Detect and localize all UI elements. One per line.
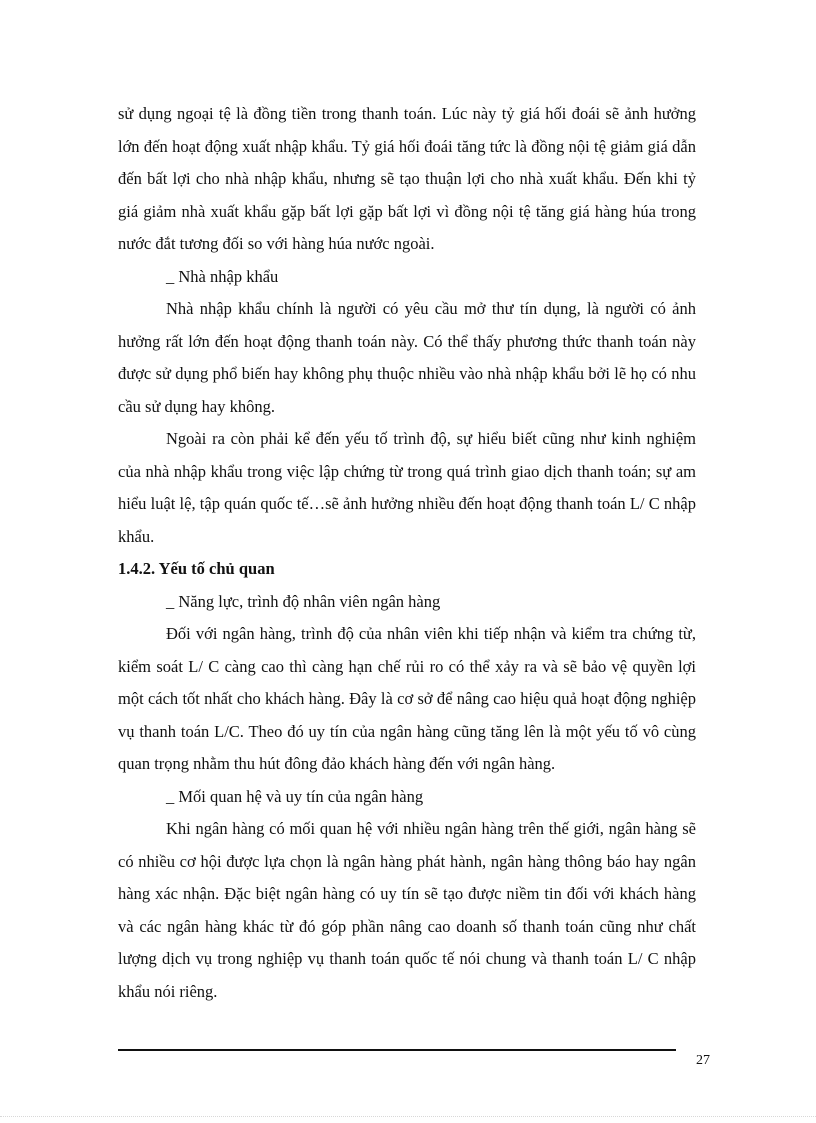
section-heading: 1.4.2. Yếu tố chủ quan <box>118 559 275 578</box>
footer-divider <box>118 1049 676 1051</box>
page-bottom-edge <box>0 1116 816 1117</box>
paragraph-importer-role: Nhà nhập khẩu chính là người có yêu cầu mở thư tín dụng, là người có ảnh hưởng rất lớn đến hoạt động thanh toán này. Có thể thấy phương thức thanh toán này được sử dụng phổ biến hay không phụ thuộc nhiều vào nhà nhập khẩu bởi lẽ họ có nhu cầu sử dụng hay không. <box>118 299 696 416</box>
paragraph-exchange-rate: sử dụng ngoại tệ là đồng tiền trong thanh toán. Lúc này tỷ giá hối đoái sẽ ảnh hưởng lớn đến hoạt động xuất nhập khẩu. Tỷ giá hối đoái tăng tức là đồng nội tệ giảm giá dẫn đến bất lợi cho nhà nhập khẩu, nhưng sẽ tạo thuận lợi cho nhà xuất khẩu. Đến khi tỷ giá giảm nhà xuất khẩu gặp bất lợi gặp bất lợi vì đồng nội tệ tăng giá hàng húa trong nước đắt tương đối so với hàng húa nước ngoài. <box>118 104 696 253</box>
subheading-importer: _ Nhà nhập khẩu <box>166 266 279 286</box>
paragraph-importer-skills: Ngoài ra còn phải kể đến yếu tố trình độ, sự hiểu biết cũng như kinh nghiệm của nhà nhập khẩu trong việc lập chứng từ trong quá trình giao dịch thanh toán; sự am hiểu luật lệ, tập quán quốc tế…sẽ ảnh hưởng nhiều đến hoạt động thanh toán L/ C nhập khẩu. <box>118 429 696 546</box>
page-number: 27 <box>696 1053 710 1068</box>
paragraph-staff-competence: Đối với ngân hàng, trình độ của nhân viên khi tiếp nhận và kiểm tra chứng từ, kiểm soát L/ C càng cao thì càng hạn chế rủi ro có thể xảy ra và sẽ bảo vệ quyền lợi một cách tốt nhất cho khách hàng. Đây là cơ sở để nâng cao hiệu quả hoạt động nghiệp vụ thanh toán L/C. Theo đó uy tín của ngân hàng cũng tăng lên là một yếu tố vô cùng quan trọng nhằm thu hút đông đảo khách hàng đến với ngân hàng. <box>118 624 696 773</box>
page-body <box>118 98 696 1008</box>
paragraph-bank-relations: Khi ngân hàng có mối quan hệ với nhiều ngân hàng trên thế giới, ngân hàng sẽ có nhiều cơ hội được lựa chọn là ngân hàng phát hành, ngân hàng thông báo hay ngân hàng xác nhận. Đặc biệt ngân hàng có uy tín sẽ tạo được niềm tin đối với khách hàng và các ngân hàng khác từ đó góp phần nâng cao doanh số thanh toán cũng như chất lượng dịch vụ trong nghiệp vụ thanh toán quốc tế nói chung và thanh toán L/ C nhập khẩu nói riêng. <box>118 819 696 1001</box>
subheading-staff-competence: _ Năng lực, trình độ nhân viên ngân hàng <box>166 591 441 611</box>
subheading-bank-relations: _ Mối quan hệ và uy tín của ngân hàng <box>166 786 424 806</box>
